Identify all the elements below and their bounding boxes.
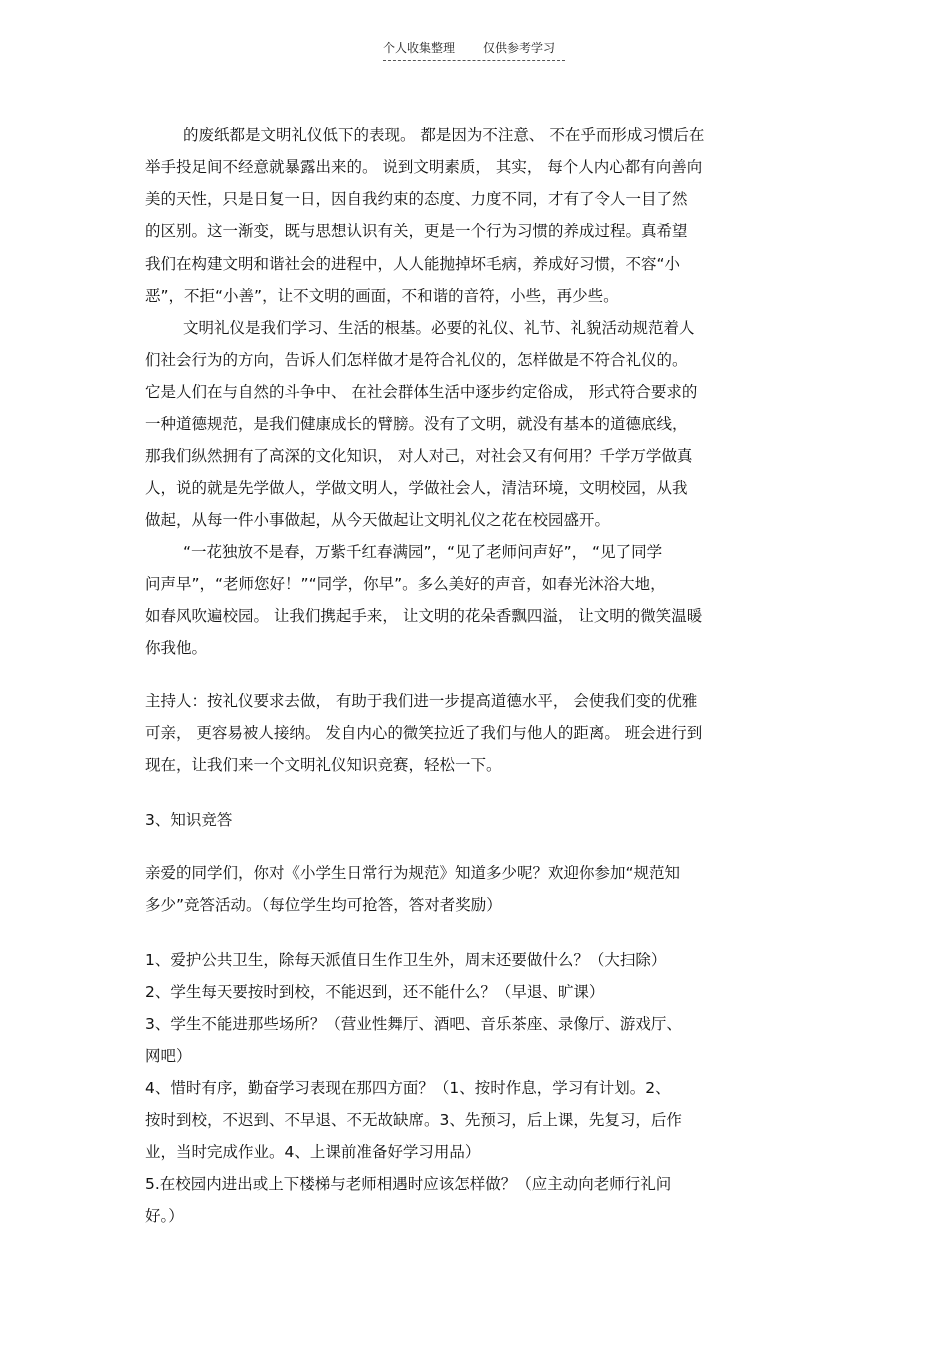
quiz-item: 5.在校园内进出或上下楼梯与老师相遇时应该怎样做？（应主动向老师行礼问	[145, 1175, 672, 1193]
quiz-item: 2、学生每天要按时到校，不能迟到，还不能什么？（早退、旷课）	[145, 983, 605, 1001]
quiz-item: 1、爱护公共卫生，除每天派值日生作卫生外，周末还要做什么？（大扫除）	[145, 951, 667, 969]
text-line: 们社会行为的方向，告诉人们怎样做才是符合礼仪的，怎样做是不符合礼仪的。	[145, 351, 688, 369]
quiz-item: 好。）	[145, 1207, 184, 1225]
text-line: 人，说的就是先学做人，学做文明人，学做社会人，清洁环境，文明校园，从我	[145, 479, 688, 497]
text-line: 的区别。这一渐变，既与思想认识有关，更是一个行为习惯的养成过程。真希望	[145, 222, 688, 240]
text-line: 文明礼仪是我们学习、生活的根基。必要的礼仪、礼节、礼貌活动规范着人	[183, 319, 695, 337]
header-right-text: 仅供参考学习	[483, 41, 556, 55]
quiz-item: 3、学生不能进那些场所？（营业性舞厅、酒吧、音乐茶座、录像厅、游戏厅、	[145, 1015, 682, 1033]
text-line: 举手投足间不经意就暴露出来的。 说到文明素质， 其实， 每个人内心都有向善向	[145, 158, 703, 176]
quiz-item: 网吧）	[145, 1047, 192, 1065]
text-line: 一种道德规范，是我们健康成长的臂膀。没有了文明，就没有基本的道德底线，	[145, 415, 688, 433]
text-line: 我们在构建文明和谐社会的进程中，人人能抛掉坏毛病，养成好习惯，不容“小	[145, 255, 681, 273]
text-line: “一花独放不是春，万紫千红春满园”，“见了老师问声好”， “见了同学	[183, 543, 663, 561]
text-line: 的废纸都是文明礼仪低下的表现。 都是因为不注意、 不在乎而形成习惯后在	[183, 126, 705, 144]
text-line: 现在，让我们来一个文明礼仪知识竞赛，轻松一下。	[145, 756, 502, 774]
text-line: 如春风吹遍校园。 让我们携起手来， 让文明的花朵香飘四溢， 让文明的微笑温暖	[145, 607, 703, 625]
text-line: 你我他。	[145, 639, 208, 657]
text-line: 亲爱的同学们，你对《小学生日常行为规范》知道多少呢？欢迎你参加“规范知	[145, 864, 681, 882]
header-left-text: 个人收集整理	[383, 41, 456, 55]
text-line: 可亲， 更容易被人接纳。 发自内心的微笑拉近了我们与他人的距离。 班会进行到	[145, 724, 703, 742]
quiz-item: 按时到校，不迟到、不早退、不无故缺席。3、先预习，后上课，先复习，后作	[145, 1111, 682, 1129]
page-header	[383, 40, 565, 61]
text-line: 做起，从每一件小事做起，从今天做起让文明礼仪之花在校园盛开。	[145, 511, 611, 529]
quiz-item: 4、惜时有序，勤奋学习表现在那四方面？（1、按时作息，学习有计划。2、	[145, 1079, 671, 1097]
text-line: 它是人们在与自然的斗争中、 在社会群体生活中逐步约定俗成， 形式符合要求的	[145, 383, 698, 401]
text-line: 主持人：按礼仪要求去做， 有助于我们进一步提高道德水平， 会使我们变的优雅	[145, 692, 698, 710]
text-line: 那我们纵然拥有了高深的文化知识， 对人对己，对社会又有何用？千学万学做真	[145, 447, 693, 465]
quiz-item: 业，当时完成作业。4、上课前准备好学习用品）	[145, 1143, 481, 1161]
text-line: 美的天性，只是日复一日，因自我约束的态度、力度不同，才有了令人一目了然	[145, 190, 688, 208]
text-line: 恶”，不拒“小善”，让不文明的画面，不和谐的音符，小些，再少些。	[145, 287, 619, 305]
section-heading: 3、知识竞答	[145, 811, 233, 829]
text-line: 问声早”，“老师您好！”“同学，你早”。多么美好的声音，如春光沐浴大地，	[145, 575, 666, 593]
text-line: 多少”竞答活动。（每位学生均可抢答，答对者奖励）	[145, 896, 502, 914]
